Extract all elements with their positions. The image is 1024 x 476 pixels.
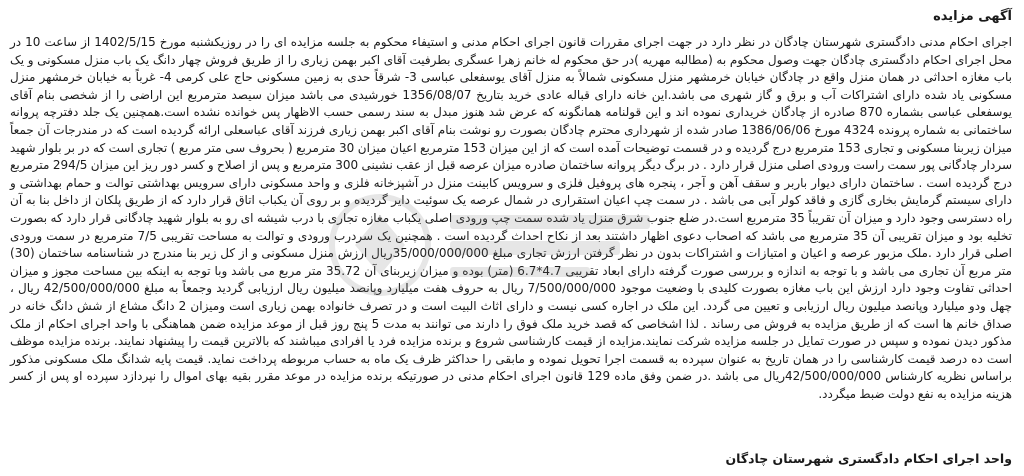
notice-signature: واحد اجرای احکام دادگستری شهرستان چادگان bbox=[725, 451, 1012, 466]
notice-body: اجرای احکام مدنی دادگستری شهرستان چادگان در نظر دارد در جهت اجرای مقررات قانون اجرای احکام مدنی و استیفاء محکوم به جلسه مزایده ای را در روزیکشنبه مورخ 1402/5/15 از ساعت 10 در محل اجرای احکام دادگستری چادگان جهت وصول محکوم به (مطالبه مهریه )در حق محکوم له خانم زهرا عسگری بطرفیت آقای اکبر بهمن زیاری را از طریق فروش چهار دانگ یک باب منزل مسکونی و یک باب مغازه احداثی در همان منزل واقع در چادگان خیابان خرمشهر منزل مسکونی شمالاً به منزل آقای یوسفعلی عباسی 3- شرقاً حدی به زمین مسکونی حاج علی کرمی 4- غرباً به خیابان خرمشهر منزل مسکونی یاد شده دارای اشتراکات آب و برق و گاز شهری می باشد.این خانه دارای قباله عادی خرید بتاریخ 1356/08/07 خورشیدی می باشد میزان سیصد مترمربع این اراضی را از شخصی بنام آقای یوسفعلی عباسی بشماره 870 صادره از چادگان خریداری نموده اند و این قولنامه همانگونه که عرض شد هنوز مبدل به سند رسمی حسب الاظهار پس خوانده نشده است.همچنین یک جلد دفترچه پروانه ساختمانی به شماره پرونده 4324 مورخ 1386/06/06 صادر شده از شهرداری محترم چادگان بصورت رو نوشت بنام آقای اکبر بهمن زیاری فرزند آقای عباسعلی ارائه گردیده است که در مندرجات آن جمعاً میزان زیربنا مسکونی و تجاری 153 مترمربع درج گردیده و در قسمت توضیحات آمده است که از این میزان 153 مترمربع اعیان میزان 30 مترمربع ( بحروف سی متر مربع ) تجاری است که در بر بلوار شهید سردار چادگانی پور سمت راست ورودی اصلی منزل قرار دارد . در برگ دیگر پروانه ساختمان صادره میزان عرصه قبل از عقب نشینی 300 مترمربع و پس از اصلاح و کسر دور ریز این میزان 294/5 مترمربع درج گردیده است . ساختمان دارای دیوار باربر و سقف آهن و آجر ، پنجره های پروفیل فلزی و سرویس کابینت منزل در آشپزخانه فلزی و واحد مسکونی دارای سرویس بهداشتی توالت و حمام بهداشتی و دارای سیستم گرمایش بخاری گازی و فاقد کولر آبی می باشد . در سمت چپ اعیان استقراری در شمال عرصه یک سوئیت دایر گردیده و بر روی آن یکباب اتاق قرار دارد که از طریق پلکان از داخل بنا به آن راه دسترسی وجود دارد و میزان آن تقریباً 35 مترمربع است.در ضلع جنوب شرق منزل یاد شده سمت چپ ورودی اصلی یکباب مغازه تجاری با درب شیشه ای رو به بلوار شهید چادگانی قرار دارد که بصورت تخلیه بود و میزان تقریبی آن 35 مترمربع می باشد که اصحاب دعوی اظهار داشتند بعد از نکاح احداث گردیده است . همچنین یک سردرب ورودی و توالت به مساحت تقریبی 7/5 مترمربع در سمت ورودی اصلی قرار دارد .ملک مزبور عرصه و اعیان و امتیازات و اشتراکات بدون در نظر گرفتن ارزش تجاری مبلغ 35/000/000/000ریال ارزش منزل مسکونی و از کل زیر بنا مندرج در شناسنامه ساختمان (30) متر مربع آن تجاری می باشد و با توجه به اندازه و بررسی صورت گرفته دارای ابعاد تقریبی 4.7*6.7 (متر) بوده و میزان زیربنای آن 35.72 متر مربع می باشد وبا توجه به اینکه بین مساحت مجوز و میزان احداثی تفاوت وجود دارد ارزش این باب مغازه بصورت کلیدی با وضعیت موجود 7/500/000/000 ریال به حروف هفت میلیارد وپانصد میلیون ریال ارزیابی گردید وجمعاً به مبلغ 42/500/000/000 ریال ، چهل ودو میلیارد وپانصد میلیون ریال ارزیابی و تعیین می گردد. این ملک در اجاره کسی نیست و دارای اثاث البیت است و در تصرف خانواده بهمن زیاری است ومیزان 2 دانگ مشاع از شش دانگ خانه در صداق خانم ها است که از طریق مزایده به فروش می رساند . لذا اشخاصی که قصد خرید ملک فوق را دارند می توانند به مدت 5 پنج روز قبل از موعد مزایده ضمن هماهنگی با واحد اجرای احکام از ملک مذکور دیدن نموده و سپس در صورت تمایل در جلسه مزایده شرکت نمایند.مزایده از قیمت کارشناسی شروع و برنده مزایده فرد یا افرادی میباشند که بالاترین قیمت را پیشنهاد نمایند. برنده مزایده موظف است ده درصد قیمت کارشناسی را در همان تاریخ به عنوان سپرده به قسمت اجرا تحویل نموده و مابقی را حداکثر ظرف یک ماه به حساب مربوطه پرداخت نماید. قیمت پایه شدانگ ملک مسکونی مذکور براساس نظریه کارشناس 42/500/000/000ریال می باشد .در ضمن وفق ماده 129 قانون اجرای احکام مدنی در صورتیکه برنده مزایده در موعد مقرر بقیه بهای اموال را نپردازد سپرده او پس از کسر هزینه مزایده به نفع دولت ضبط میگردد. bbox=[10, 35, 1013, 401]
notice-title: آگهی مزایده bbox=[933, 9, 1012, 24]
